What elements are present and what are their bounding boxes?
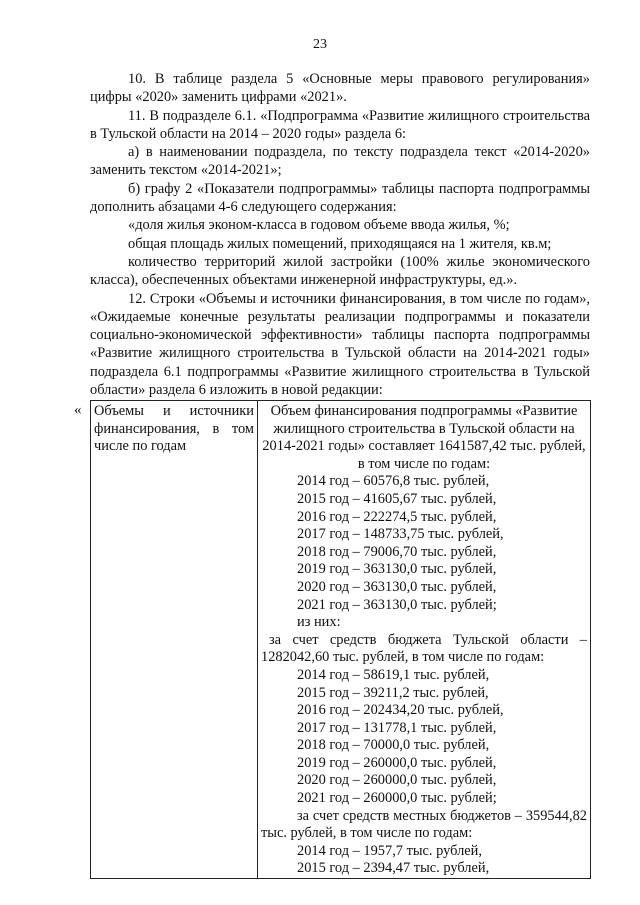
total-year-line: 2017 год – 148733,75 тыс. рублей, [297,526,504,543]
table-open-quote: « [74,402,82,418]
local-budget-intro: за счет средств местных бюджетов – 359544,82 тыс. рублей, в том числе по годам: [261,807,587,842]
page-number: 23 [313,37,327,52]
total-year-line: 2014 год – 60576,8 тыс. рублей, [297,473,490,490]
financing-table [90,400,591,879]
regional-year-line: 2015 год – 39211,2 тыс. рублей, [297,684,489,701]
total-year-line: 2016 год – 222274,5 тыс. рублей, [297,508,497,525]
document-body [90,70,590,399]
local-year-line: 2014 год – 1957,7 тыс. рублей, [297,842,482,859]
regional-year-line: 2016 год – 202434,20 тыс. рублей, [297,702,504,719]
quote-line-2: общая площадь жилых помещений, приходящаяся на 1 жителя, кв.м; [128,235,552,252]
financing-intro: Объем финансирования подпрограммы «Развитие жилищного строительства в Тульской области на 2014-2021 годы» составляет 1641587,42 тыс. рублей, в том числе по годам: [262,403,586,472]
of-them-label: из них: [297,614,341,631]
paragraph-11a: а) в наименовании подраздела, по тексту подраздела текст «2014-2020» заменить текстом «2014-2021»; [90,144,590,179]
total-year-line: 2015 год – 41605,67 тыс. рублей, [297,490,497,507]
table-cell-label: Объемы и источники финансирования, в том числе по годам [91,401,258,879]
paragraph-10: 10. В таблице раздела 5 «Основные меры правового регулирования» цифры «2020» заменить цифрами «2021». [90,71,590,106]
table-cell-content [258,401,591,879]
total-year-line: 2021 год – 363130,0 тыс. рублей; [297,596,497,613]
local-year-line: 2015 год – 2394,47 тыс. рублей, [297,860,490,877]
regional-year-line: 2018 год – 70000,0 тыс. рублей, [297,737,490,754]
table-row [91,401,591,879]
regional-year-line: 2020 год – 260000,0 тыс. рублей, [297,772,497,789]
total-year-line: 2019 год – 363130,0 тыс. рублей, [297,561,497,578]
paragraph-11b: б) графу 2 «Показатели подпрограммы» таблицы паспорта подпрограммы дополнить абзацами 4-6 следующего содержания: [90,180,590,216]
regional-budget-intro: за счет средств бюджета Тульской области – 1282042,60 тыс. рублей, в том числе по годам: [261,631,587,666]
regional-year-line: 2017 год – 131778,1 тыс. рублей, [297,719,497,736]
regional-year-line: 2021 год – 260000,0 тыс. рублей; [297,790,497,807]
total-year-line: 2018 год – 79006,70 тыс. рублей, [297,543,497,560]
regional-year-line: 2014 год – 58619,1 тыс. рублей, [297,666,490,683]
total-year-line: 2020 год – 363130,0 тыс. рублей, [297,578,497,595]
regional-year-line: 2019 год – 260000,0 тыс. рублей, [297,754,497,771]
paragraph-11: 11. В подразделе 6.1. «Подпрограмма «Развитие жилищного строительства в Тульской области на 2014 – 2020 годы» раздела 6: [90,107,590,142]
quote-line-1: «доля жилья эконом-класса в годовом объеме ввода жилья, %; [128,217,510,234]
paragraph-12: 12. Строки «Объемы и источники финансирования, в том числе по годам», «Ожидаемые конечные результаты реализации подпрограммы и показатели социально-экономической эффективности» таблицы паспорта подпрограммы «Развитие жилищного строительства в Тульской области на 2014-2021 годы» подраздела 6.1 подпрограммы «Развитие жилищного строительства в Тульской области» раздела 6 изложить в новой редакции: [90,290,590,399]
quote-line-3: количество территорий жилой застройки (100% жилье экономического класса), обеспеченных объектами инженерной инфраструктуры, ед.». [90,253,590,289]
